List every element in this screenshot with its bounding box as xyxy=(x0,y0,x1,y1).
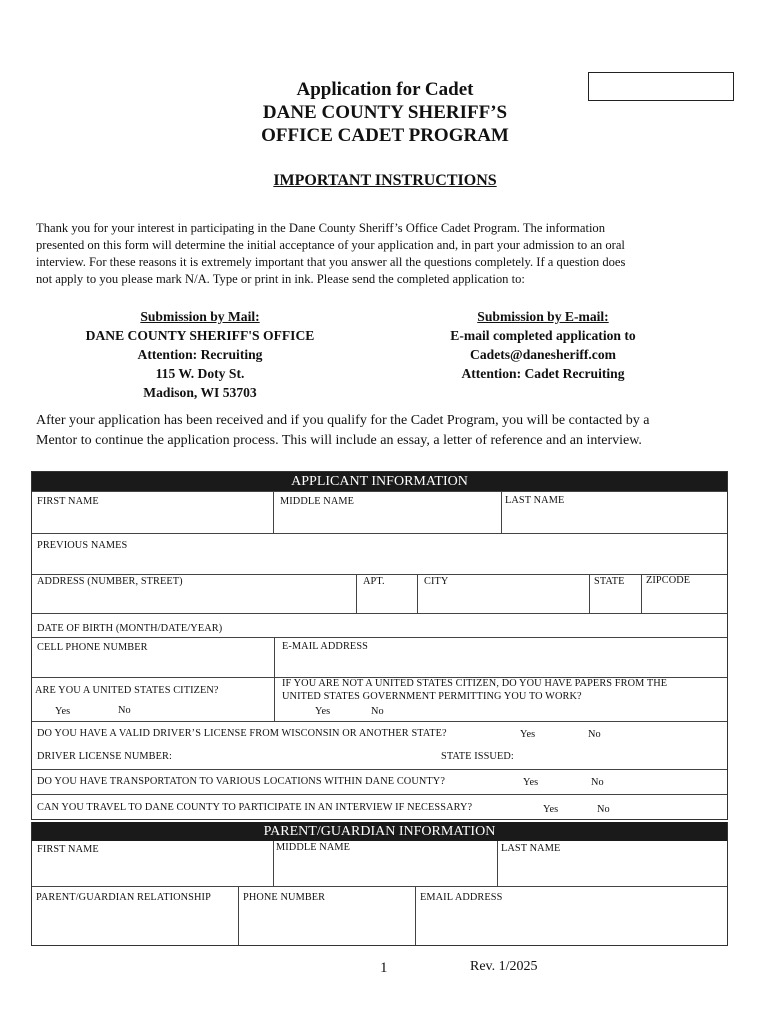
intro-line: interview. For these reasons it is extremely important that you answer all the questions completely. If a question does xyxy=(36,255,626,269)
apt-field[interactable]: APT. xyxy=(363,576,385,587)
guardian-middle-name-field[interactable]: MIDDLE NAME xyxy=(276,842,351,853)
mail-submission xyxy=(55,307,345,402)
intro-line: presented on this form will determine the initial acceptance of your application and, in part your admission to an oral xyxy=(36,238,625,252)
first-name-field[interactable]: FIRST NAME xyxy=(37,496,99,507)
state-field[interactable]: STATE xyxy=(594,576,625,587)
transport-yes[interactable]: Yes xyxy=(523,777,539,788)
previous-names-field[interactable]: PREVIOUS NAMES xyxy=(37,540,128,551)
zipcode-field[interactable]: ZIPCODE xyxy=(646,575,691,586)
us-citizen-yes[interactable]: Yes xyxy=(55,706,71,717)
travel-yes[interactable]: Yes xyxy=(543,804,559,815)
mail-line: Attention: Recruiting xyxy=(137,347,263,362)
city-field[interactable]: CITY xyxy=(424,576,449,587)
license-question: DO YOU HAVE A VALID DRIVER’S LICENSE FROM WISCONSIN OR ANOTHER STATE? xyxy=(37,728,447,739)
work-permit-no[interactable]: No xyxy=(371,706,384,717)
transport-no[interactable]: No xyxy=(591,777,604,788)
state-issued-field[interactable]: STATE ISSUED: xyxy=(441,751,514,762)
us-citizen-no[interactable]: No xyxy=(118,705,131,716)
guardian-relationship-field[interactable]: PARENT/GUARDIAN RELATIONSHIP xyxy=(36,892,211,903)
page-number: 1 xyxy=(380,960,388,976)
guardian-email-field[interactable]: EMAIL ADDRESS xyxy=(420,892,503,903)
title-line-2: DANE COUNTY SHERIFF’S xyxy=(262,102,508,123)
dob-field[interactable]: DATE OF BIRTH (MONTH/DATE/YEAR) xyxy=(37,623,223,634)
email-line: E-mail completed application to xyxy=(450,328,636,343)
mail-line: DANE COUNTY SHERIFF'S OFFICE xyxy=(85,328,315,343)
guardian-section-title: PARENT/GUARDIAN INFORMATION xyxy=(32,822,727,841)
mail-heading: Submission by Mail: xyxy=(140,309,260,324)
after-line: After your application has been received and if you qualify for the Cadet Program, you will be contacted by a xyxy=(36,413,650,428)
address-field[interactable]: ADDRESS (NUMBER, STREET) xyxy=(37,576,183,587)
us-citizen-question: ARE YOU A UNITED STATES CITIZEN? xyxy=(35,685,219,696)
license-yes[interactable]: Yes xyxy=(520,729,536,740)
applicant-section xyxy=(31,471,728,820)
work-permit-yes[interactable]: Yes xyxy=(315,706,331,717)
title-line-3: OFFICE CADET PROGRAM xyxy=(261,125,509,146)
email-submission xyxy=(400,307,686,383)
guardian-last-name-field[interactable]: LAST NAME xyxy=(501,843,561,854)
license-no[interactable]: No xyxy=(588,729,601,740)
travel-question: CAN YOU TRAVEL TO DANE COUNTY TO PARTICIPATE IN AN INTERVIEW IF NECESSARY? xyxy=(37,802,473,813)
intro-line: Thank you for your interest in participating in the Dane County Sheriff’s Office Cadet Program. The information xyxy=(36,221,606,235)
intro-line: not apply to you please mark N/A. Type or print in ink. Please send the completed application to: xyxy=(36,272,525,286)
guardian-section xyxy=(31,822,728,946)
middle-name-field[interactable]: MIDDLE NAME xyxy=(280,496,355,507)
transport-question: DO YOU HAVE TRANSPORTATON TO VARIOUS LOCATIONS WITHIN DANE COUNTY? xyxy=(37,776,445,787)
work-permit-question-line-2: UNITED STATES GOVERNMENT PERMITTING YOU TO WORK? xyxy=(282,691,582,702)
guardian-first-name-field[interactable]: FIRST NAME xyxy=(37,844,99,855)
travel-no[interactable]: No xyxy=(597,804,610,815)
license-number-field[interactable]: DRIVER LICENSE NUMBER: xyxy=(37,751,172,762)
mail-line: 115 W. Doty St. xyxy=(155,366,245,381)
guardian-phone-field[interactable]: PHONE NUMBER xyxy=(243,892,326,903)
after-paragraph xyxy=(36,411,736,451)
instructions-heading: IMPORTANT INSTRUCTIONS xyxy=(273,172,497,189)
last-name-field[interactable]: LAST NAME xyxy=(505,495,565,506)
email-heading: Submission by E-mail: xyxy=(477,309,609,324)
mail-line: Madison, WI 53703 xyxy=(143,385,257,400)
cell-phone-field[interactable]: CELL PHONE NUMBER xyxy=(37,642,148,653)
intro-paragraph xyxy=(36,220,696,288)
work-permit-question-line-1: IF YOU ARE NOT A UNITED STATES CITIZEN, DO YOU HAVE PAPERS FROM THE xyxy=(282,678,668,689)
email-line: Attention: Cadet Recruiting xyxy=(461,366,625,381)
after-line: Mentor to continue the application process. This will include an essay, a letter of reference and an interview. xyxy=(36,433,642,448)
applicant-section-title: APPLICANT INFORMATION xyxy=(32,472,727,491)
revision-label: Rev. 1/2025 xyxy=(470,959,538,974)
email-address-link[interactable]: Cadets@danesheriff.com xyxy=(470,347,616,362)
title-line-1: Application for Cadet xyxy=(296,79,474,100)
email-address-field[interactable]: E-MAIL ADDRESS xyxy=(282,641,368,652)
